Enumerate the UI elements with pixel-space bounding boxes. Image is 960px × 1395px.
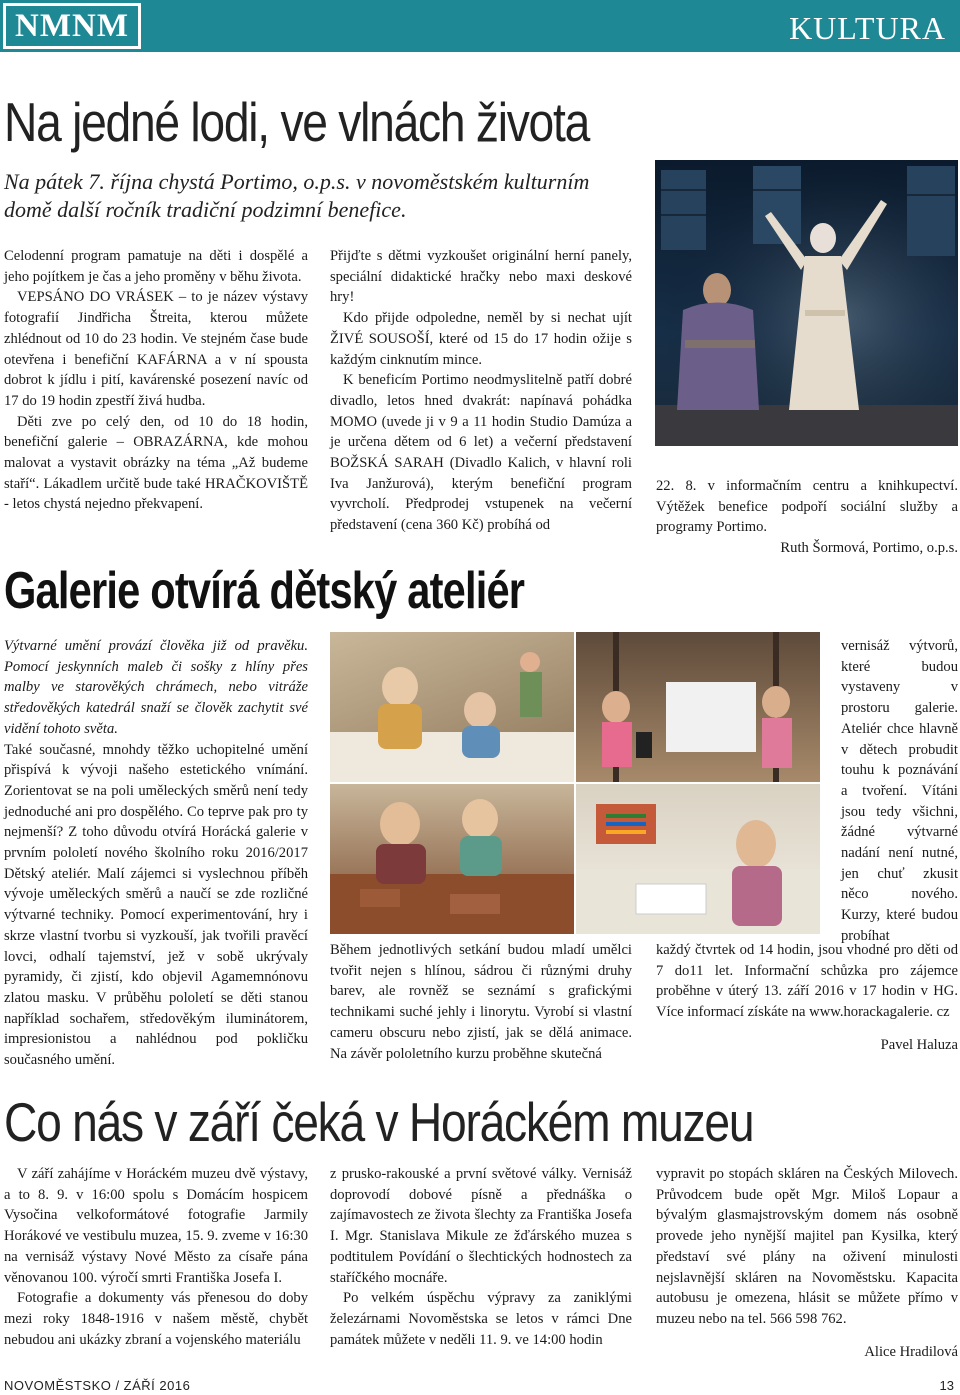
paragraph: 22. 8. v informačním centru a knihkupectví. Výtěžek benefice podpoří sociální služby a programy Portimo. <box>656 478 958 536</box>
photo-quadrant-1 <box>330 632 574 782</box>
photo-quadrant-1-image <box>330 632 574 782</box>
article1-subtitle <box>4 168 654 224</box>
page-number: 13 <box>939 1378 954 1393</box>
article1-signature: Ruth Šormová, Portimo, o.p.s. <box>780 540 958 557</box>
article3-title: Co nás v září čeká v Horáckém muzeu <box>4 1091 754 1153</box>
paragraph: vypravit po stopách skláren na Českých Milovech. Průvodcem bude opět Mgr. Miloš Lopaur a bývalým glasmajstrovským domem nás osobně provede jeho nynější majitel pan Kysilka, který představí své plány na oživení minulosti nejslavnější skláren na Novoměstsku. Kapacita autobusu je omezena, hlásit se můžete přímo v muzeu nebo na tel. 566 598 762. <box>656 1166 958 1327</box>
article1-column-1 <box>4 246 308 515</box>
article2-column-3-wide <box>656 940 958 1056</box>
section-name: KULTURA <box>789 10 946 46</box>
article3-column-2 <box>330 1164 632 1350</box>
paragraph: Během jednotlivých setkání budou mladí umělci tvořit nejen s hlínou, sádrou či různými druhy barev, ale rovněž se seznámí s grafickými technikami suché jehly i linorytu. Vyrobí si vlastní cameru obscuru nebo zjistí, jak se dělá animace. Na závěr pololetního kurzu proběhne skutečná <box>330 942 632 1062</box>
theatre-photo-image <box>655 160 958 446</box>
article3-column-1 <box>4 1164 308 1350</box>
article1-subtitle-line1: Na pátek 7. října chystá Portimo, o.p.s. v novoměstském kulturním <box>4 169 590 194</box>
article2-column-3-narrow <box>841 636 958 947</box>
article3-column-3 <box>656 1164 958 1362</box>
article1-subtitle-line2: domě další ročník tradiční podzimní benefice. <box>4 197 407 222</box>
article2-lead: Výtvarné umění provází člověka již od pravěku. Pomocí jeskynních maleb či sošky z hlíny přes malby ve starověkých chrámech, nebo vitráže středověkých katedrál snaží se člověk zachytit své vidění tohoto světa. <box>4 638 308 737</box>
footer-issue: NOVOMĚSTSKO / ZÁŘÍ 2016 <box>4 1378 191 1393</box>
paragraph: Také současné, mnohdy těžko uchopitelné umění přispívá k vývoji našeho estetického vnímání. Zorientovat se na poli uměleckých směrů není tedy jednoduché ani pro dospělého. Co teprve pak pro ty nejmenší? Z toho důvodu otvírá Horácká galerie v prvním pololetí nového školního roku 2016/2017 Dětský ateliér. Malí zájemci si vyslechnou příběh vývoje uměleckých směrů a naučí se zde rozličné výtvarné techniky. Pomocí experimentování, hry i skrze vlastní tvorbu si vyzkouší, jak tvořili pravěcí lovci, odhalí tajemství, jež v sobě ukrývaly pyramidy, či zjistí, kdo objevil Agamemnónovu zlatou masku. V průběhu pololetí se děti stanou například sochařem, středověkým iluminátorem, impresionistou a nahlédnou pod pokličku současného umění. <box>4 741 308 1069</box>
paragraph: VEPSÁNO DO VRÁSEK – to je název výstavy fotografií Jindřicha Štreita, kterou můžete zhlédnout od 10 do 23 hodin. Ve stejném čase bude otevřena i benefiční KAFÁRNA a v ní spousta dobrot k jídlu i pití, kavárenské posezení navíc od 17 do 19 hodin zpestří živá hudba. <box>4 289 308 409</box>
paragraph: Po velkém úspěchu výpravy za zaniklými železárnami Novoměstska se letos v rámci Dne památek můžete v neděli 11. 9. ve 14:00 hodin <box>330 1290 632 1348</box>
photo-quadrant-4 <box>576 784 820 934</box>
article1-title: Na jedné lodi, ve vlnách života <box>4 91 590 153</box>
paragraph: Celodenní program pamatuje na děti i dospělé a jeho pojítkem je čas a jeho proměny v běhu života. <box>4 248 308 285</box>
paragraph: V září zahájíme v Horáckém muzeu dvě výstavy, a to 8. 9. v 16:00 spolu s Domácím hospicem Vysočina velkoformátové fotografie Jarmily Horákové ve vestibulu muzea, 15. 9. zveme v 16:30 na vernisáž výstavy Nové Město za císaře pána věnovanou 100. výročí smrti Františka Josefa I. <box>4 1166 308 1286</box>
article2-title: Galerie otvírá dětský ateliér <box>4 562 525 620</box>
photo-quadrant-2-image <box>576 632 820 782</box>
photo-quadrant-3 <box>330 784 574 934</box>
paragraph: Kdo přijde odpoledne, neměl by si nechat ujít ŽIVÉ SOUSOŠÍ, které od 15 do 17 hodin ožije s každým cinknutím mince. <box>330 310 632 368</box>
kids-atelier-photo <box>330 632 820 934</box>
paragraph: Přijďte s dětmi vyzkoušet originální herní panely, speciální didaktické hračky nebo maxi deskové hry! <box>330 248 632 306</box>
theatre-photo <box>655 160 958 446</box>
photo-quadrant-3-image <box>330 784 574 934</box>
article2-column-1 <box>4 636 308 1071</box>
paragraph: Děti zve po celý den, od 10 do 18 hodin, benefiční galerie – OBRAZÁRNA, kde mohou malovat a vystavit obrázky na téma „Až budeme staří“. Lákadlem určitě bude také HRAČKOVIŠTĚ - letos chystá nejedno překvapení. <box>4 413 308 513</box>
article2-signature: Pavel Haluza <box>880 1036 958 1053</box>
photo-quadrant-4-image <box>576 784 820 934</box>
article1-column-3 <box>656 476 958 559</box>
paragraph: z prusko-rakouské a první světové války. Vernisáž doprovodí dobové písně a přednáška o zajímavostech ze života šlechty za Františka Josefa I. Mgr. Stanislava Mikule ze žďárského muzea s podtitulem Povídání o šlechtických hodnostech za staříčkého mocnáře. <box>330 1166 632 1286</box>
logo <box>3 3 141 49</box>
logo-text: NMNM <box>6 6 138 46</box>
paragraph: každý čtvrtek od 14 hodin, jsou vhodné pro děti od 7 do11 let. Informační schůzka pro zájemce proběhne v úterý 13. září 2016 v 17 hodin v HG. Více informací získáte na www.horackagalerie. cz <box>656 942 958 1021</box>
article2-column-2 <box>330 940 632 1064</box>
paragraph: K beneficím Portimo neodmyslitelně patří dobré divadlo, letos hned dvakrát: napínavá pohádka MOMO (uvede ji v 9 a 11 hodin Studio Damúza a je určena dětem od 6 let) a večerní představení BOŽSKÁ SARAH (Divadlo Kalich, v hlavní roli Iva Janžurová), kterým benefiční program vyvrcholí. Předprodej vstupenek na večerní představení (cena 360 Kč) probíhá od <box>330 372 632 534</box>
paragraph: vernisáž výtvorů, které budou vystaveny v prostoru galerie. Ateliér chce hlavně v dětech probudit touhu k poznávání a tvoření. Vítáni jsou tedy všichni, žádné výtvarné nadání není nutné, jen chuť zkusit něco nového. Kurzy, které budou probíhat <box>841 638 958 944</box>
article3-signature: Alice Hradilová <box>864 1343 958 1360</box>
paragraph: Fotografie a dokumenty vás přenesou do doby mezi roky 1848-1916 v našem městě, chybět nebudou ani ukázky zbraní a vojenského materiálu <box>4 1290 308 1348</box>
article1-column-2 <box>330 246 632 536</box>
photo-quadrant-2 <box>576 632 820 782</box>
header-bar <box>0 0 960 52</box>
